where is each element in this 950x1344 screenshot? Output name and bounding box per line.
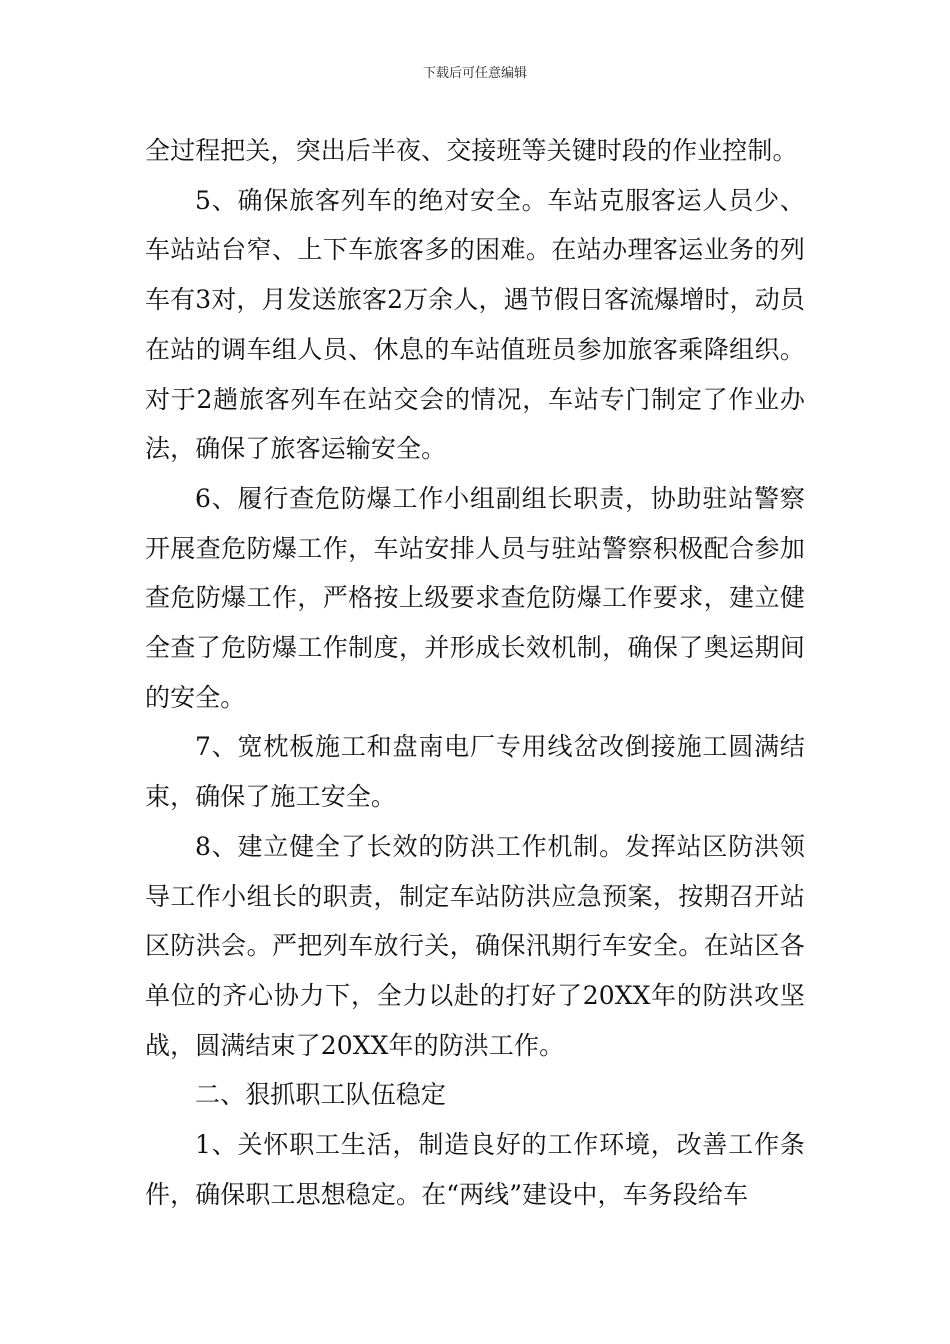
paragraph: 全过程把关，突出后半夜、交接班等关键时段的作业控制。 [145,136,798,165]
page-header: 下载后可任意编辑 [422,66,527,81]
paragraph: 7、宽枕板施工和盘南电厂专用线岔改倒接施工圆满结束，确保了施工安全。 [145,732,805,812]
section-heading: 二、狠抓职工队伍稳定 [195,1080,447,1110]
paragraph: 8、建立健全了长效的防洪工作机制。发挥站区防洪领导工作小组长的职责，制定车站防洪应急预案，按期召开站区防洪会。严把列车放行关，确保汛期行车安全。在站区各单位的齐心协力下，全力以赴的打好了20XX年的防洪攻坚战，圆满结束了20XX年的防洪工作。 [145,831,805,1060]
paragraph: 1、关怀职工生活，制造良好的工作环境，改善工作条件，确保职工思想稳定。在“两线”建设中，车务段给车 [145,1130,805,1209]
paragraph: 5、确保旅客列车的绝对安全。车站克服客运人员少、车站站台窄、上下车旅客多的困难。在站办理客运业务的列车有3对，月发送旅客2万余人，遇节假日客流爆增时，动员在站的调车组人员、休息的车站值班员参加旅客乘降组织。对于2趟旅客列车在站交会的情况，车站专门制定了作业办法，确保了旅客运输安全。 [145,185,805,464]
paragraph: 6、履行查危防爆工作小组副组长职责，协助驻站警察开展查危防爆工作，车站安排人员与驻站警察积极配合参加查危防爆工作，严格按上级要求查危防爆工作要求，建立健全查了危防爆工作制度，并形成长效机制，确保了奥运期间的安全。 [145,483,805,712]
document-body [145,126,805,1219]
